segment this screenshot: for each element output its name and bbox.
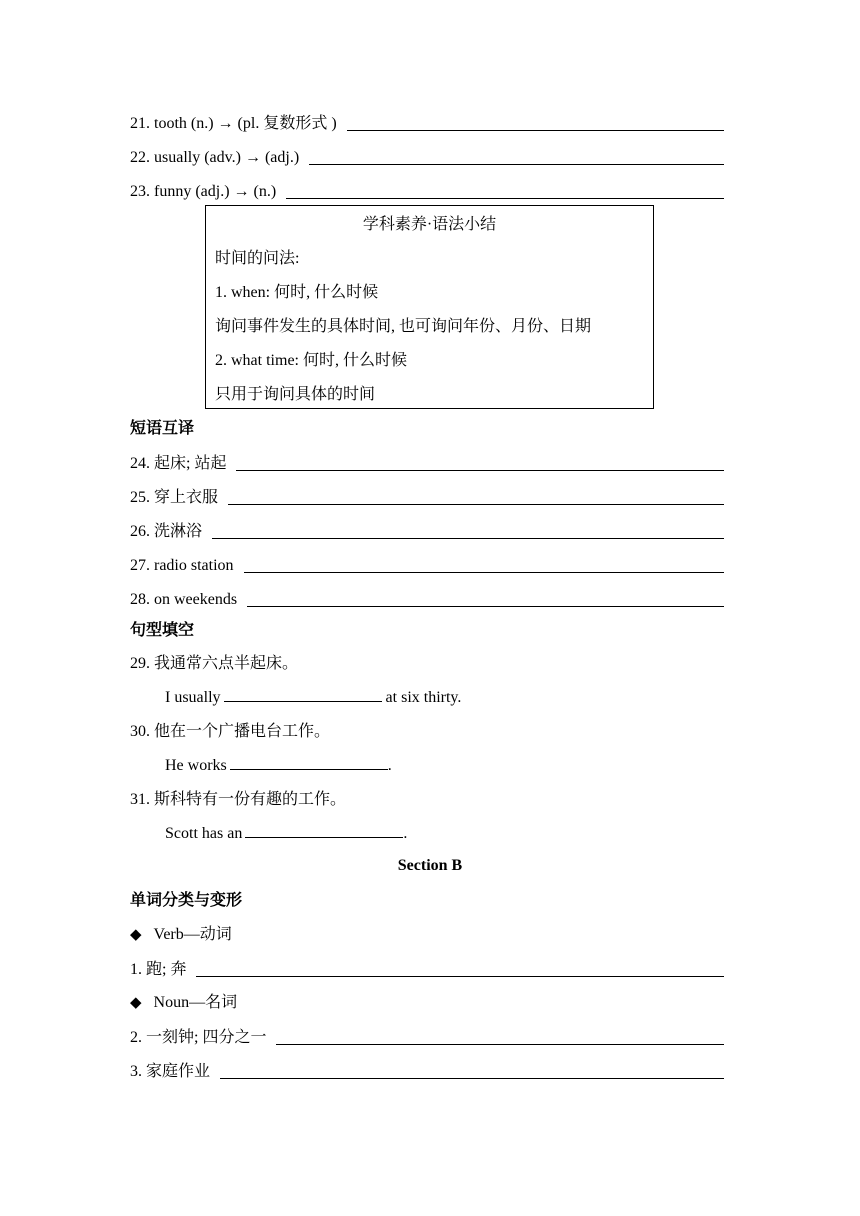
answer-line[interactable] — [247, 606, 724, 607]
sentence-fill-31 — [165, 824, 407, 844]
phrase-item-text: 27. radio station — [130, 557, 234, 574]
sentence-fill-30 — [165, 756, 392, 776]
phrase-item-text: 26. 洗淋浴 — [130, 523, 203, 540]
answer-line[interactable] — [276, 1044, 724, 1045]
answer-line[interactable] — [212, 538, 724, 539]
vocab-item-23 — [130, 178, 724, 202]
diamond-bullet-icon: ◆ — [130, 993, 142, 1011]
section-b-title: Section B — [397, 857, 463, 874]
phrase-item-27 — [130, 552, 724, 576]
sentence-pre: I usually — [165, 689, 221, 706]
phrase-item-text: 24. 起床; 站起 — [130, 455, 227, 472]
vocab-item-text: 23. funny (adj.) → (n.) — [130, 183, 277, 200]
answer-line[interactable] — [347, 130, 724, 131]
sentence-post: . — [387, 757, 392, 774]
word-item-text: 2. 一刻钟; 四分之一 — [130, 1029, 267, 1046]
verb-category — [130, 924, 232, 945]
noun-label: Noun—名词 — [153, 994, 238, 1011]
grammar-line: 时间的问法: — [215, 250, 300, 267]
sentence-prompt-31: 31. 斯科特有一份有趣的工作。 — [130, 791, 347, 808]
sentence-post: . — [403, 825, 408, 842]
answer-line[interactable] — [309, 164, 724, 165]
answer-line[interactable] — [220, 1078, 724, 1079]
grammar-line: 1. when: 何时, 什么时候 — [215, 284, 379, 301]
vocab-item-text: 22. usually (adv.) → (adj.) — [130, 149, 300, 166]
sentence-pre: He works — [165, 757, 227, 774]
noun-category — [130, 992, 237, 1013]
phrase-item-text: 25. 穿上衣服 — [130, 489, 219, 506]
answer-line[interactable] — [244, 572, 724, 573]
word-item-3 — [130, 1058, 724, 1082]
answer-line[interactable] — [228, 504, 724, 505]
sentence-blank[interactable] — [224, 701, 382, 702]
section-heading-phrases: 短语互译 — [130, 418, 195, 437]
vocab-item-text: 21. tooth (n.) → (pl. 复数形式 ) — [130, 115, 337, 132]
grammar-box-title: 学科素养·语法小结 — [362, 216, 497, 233]
grammar-line: 只用于询问具体的时间 — [215, 386, 376, 403]
sentence-fill-29 — [165, 688, 461, 708]
phrase-item-28 — [130, 586, 724, 610]
sentence-prompt-30: 30. 他在一个广播电台工作。 — [130, 723, 331, 740]
sentence-prompt-29: 29. 我通常六点半起床。 — [130, 655, 299, 672]
verb-label: Verb—动词 — [153, 926, 232, 943]
answer-line[interactable] — [236, 470, 724, 471]
answer-line[interactable] — [286, 198, 724, 199]
sentence-blank[interactable] — [230, 769, 388, 770]
vocab-item-21 — [130, 110, 724, 134]
phrase-item-text: 28. on weekends — [130, 591, 238, 608]
word-item-1 — [130, 956, 724, 980]
phrase-item-26 — [130, 518, 724, 542]
sentence-post: at six thirty. — [385, 689, 462, 706]
sentence-pre: Scott has an — [165, 825, 243, 842]
grammar-summary-box — [205, 205, 654, 409]
word-item-text: 3. 家庭作业 — [130, 1063, 211, 1080]
diamond-bullet-icon: ◆ — [130, 925, 142, 943]
word-item-2 — [130, 1024, 724, 1048]
answer-line[interactable] — [196, 976, 724, 977]
section-heading-sentences: 句型填空 — [130, 620, 195, 639]
phrase-item-24 — [130, 450, 724, 474]
phrase-item-25 — [130, 484, 724, 508]
grammar-line: 询问事件发生的具体时间, 也可询问年份、月份、日期 — [215, 318, 592, 335]
vocab-item-22 — [130, 144, 724, 168]
word-item-text: 1. 跑; 奔 — [130, 961, 187, 978]
grammar-line: 2. what time: 何时, 什么时候 — [215, 352, 407, 369]
sentence-blank[interactable] — [245, 837, 403, 838]
section-heading-word-forms: 单词分类与变形 — [130, 890, 243, 909]
